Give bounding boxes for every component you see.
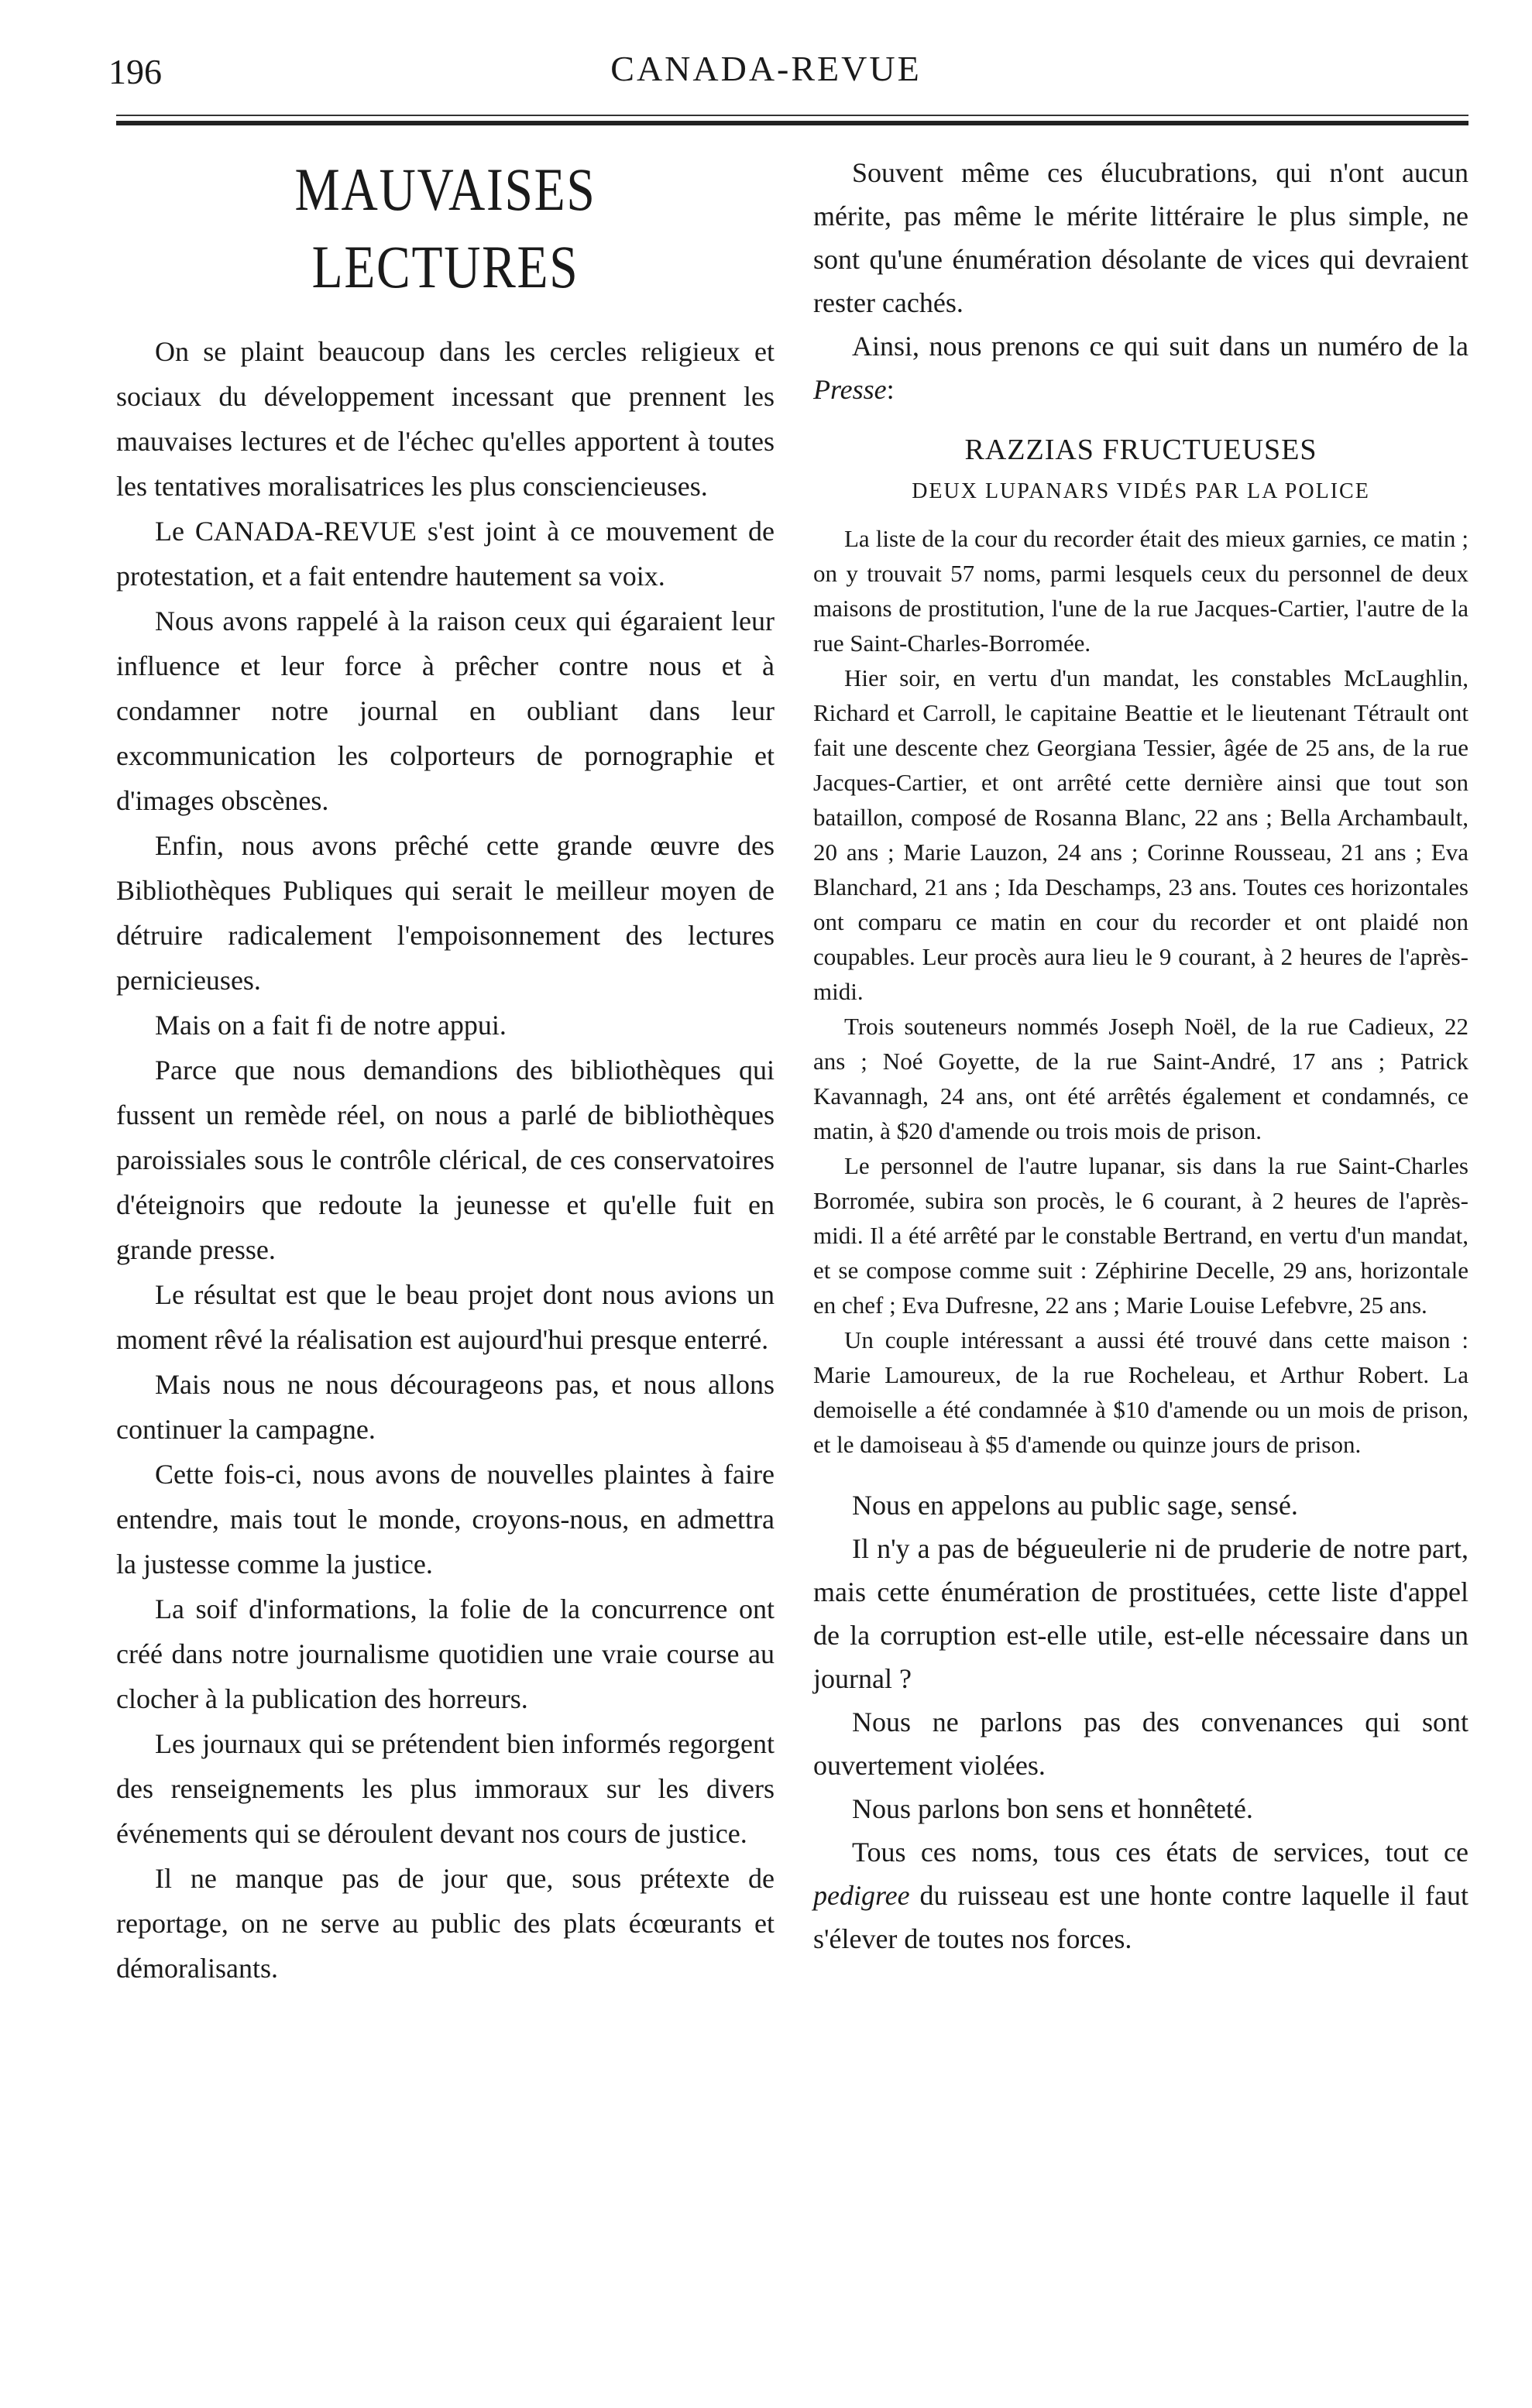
header-rule-thin xyxy=(116,115,1468,116)
left-paragraph: Mais on a fait fi de notre appui. xyxy=(155,1010,507,1041)
final-paragraph xyxy=(813,1830,1468,1960)
pedigree-word: pedigree xyxy=(813,1880,910,1911)
right-after-paragraph: Il n'y a pas de bégueulerie ni de pruderie de notre part, mais cette énumération de prostituées, cette liste d'appel de la corruption est-elle utile, est-elle nécessaire dans un journal ? xyxy=(813,1533,1468,1694)
quote-paragraph: Hier soir, en vertu d'un mandat, les constables McLaughlin, Richard et Carroll, le capitaine Beattie et le lieutenant Tétrault ont fait une descente chez Georgiana Tessier, âgée de 25 ans, de la rue Jacques-Cartier, et ont arrêté cette dernière ainsi que tout son bataillon, composé de Rosanna Blanc, 22 ans ; Bella Archambault, 20 ans ; Marie Lauzon, 24 ans ; Corinne Rousseau, 21 ans ; Eva Blanchard, 21 ans ; Ida Deschamps, 23 ans. Toutes ces horizontales ont comparu ce matin en cour du recorder et ont plaidé non coupables. Leur procès aura lieu le 9 courant, à 2 heures de l'après-midi. xyxy=(813,664,1468,1005)
right-after-paragraph: Nous ne parlons pas des convenances qui sont ouvertement violées. xyxy=(813,1707,1468,1781)
right-intro-paragraph-presse xyxy=(813,324,1468,411)
final-start: Tous ces noms, tous ces états de services, tout ce xyxy=(852,1837,1468,1868)
right-column xyxy=(813,151,1468,1960)
quote-subtitle: DEUX LUPANARS VIDÉS PAR LA POLICE xyxy=(912,479,1370,503)
page-number: 196 xyxy=(108,52,162,91)
quote-paragraph: Le personnel de l'autre lupanar, sis dans la rue Saint-Charles Borromée, subira son procès, le 6 courant, à 2 heures de l'après-midi. Il a été arrêté par le constable Bertrand, en vertu d'un mandat, et se compose comme suit : Zéphirine Decelle, 29 ans, horizontale en chef ; Eva Dufresne, 22 ans ; Marie Louise Lefebvre, 25 ans. xyxy=(813,1152,1468,1319)
article-title: MAUVAISES LECTURES xyxy=(294,156,596,300)
left-paragraph: Parce que nous demandions des bibliothèques qui fussent un remède réel, on nous a parlé de bibliothèques paroissiales sous le contrôle clérical, de ces conservatoires d'éteignoirs que redoute la jeunesse et qu'elle fuit en grande presse. xyxy=(116,1055,775,1265)
quote-paragraph: Un couple intéressant a aussi été trouvé dans cette maison : Marie Lamoureux, de la rue Rocheleau, et Arthur Robert. La demoiselle a été condamnée à $10 d'amende ou un mois de prison, et le damoiseau à $5 d'amende ou quinze jours de prison. xyxy=(813,1326,1468,1458)
left-paragraph: Mais nous ne nous décourageons pas, et nous allons continuer la campagne. xyxy=(116,1369,775,1445)
quote-title: RAZZIAS FRUCTUEUSES xyxy=(964,434,1317,466)
right-intro-paragraph: Souvent même ces élucubrations, qui n'ont aucun mérite, pas même le mérite littéraire le plus simple, ne sont qu'une énumération désolante de vices qui devraient rester cachés. xyxy=(813,157,1468,318)
final-end: du ruisseau est une honte contre laquelle il faut s'élever de toutes nos forces. xyxy=(813,1880,1468,1954)
header-rule-thick xyxy=(116,121,1468,125)
left-paragraph: Il ne manque pas de jour que, sous prétexte de reportage, on ne serve au public des plats écœurants et démoralisants. xyxy=(116,1863,775,1984)
left-column xyxy=(116,151,775,1991)
quoted-article xyxy=(813,521,1468,1462)
intro-text: Ainsi, nous prenons ce qui suit dans un numéro de la xyxy=(852,331,1468,362)
left-paragraph: La soif d'informations, la folie de la concurrence ont créé dans notre journalisme quotidien une vraie course au clocher à la publication des horreurs. xyxy=(116,1593,775,1714)
running-head: CANADA-REVUE xyxy=(610,49,922,88)
presse-colon: : xyxy=(886,374,895,405)
left-paragraph: Enfin, nous avons prêché cette grande œuvre des Bibliothèques Publiques qui serait le meilleur moyen de détruire radicalement l'empoisonnement des lectures pernicieuses. xyxy=(116,830,775,996)
left-paragraph: Le CANADA-REVUE s'est joint à ce mouvement de protestation, et a fait entendre hautement sa voix. xyxy=(116,516,775,592)
right-after-paragraph: Nous parlons bon sens et honnêteté. xyxy=(852,1793,1253,1824)
left-paragraph: Nous avons rappelé à la raison ceux qui égaraient leur influence et leur force à prêcher contre nous et à condamner notre journal en oubliant dans leur excommunication les colporteurs de pornographie et d'images obscènes. xyxy=(116,605,775,816)
left-paragraph: Les journaux qui se prétendent bien informés regorgent des renseignements les plus immoraux sur les divers événements qui se déroulent devant nos cours de justice. xyxy=(116,1728,775,1849)
left-paragraph: Le résultat est que le beau projet dont nous avions un moment rêvé la réalisation est aujourd'hui presque enterré. xyxy=(116,1279,775,1355)
quote-paragraph: La liste de la cour du recorder était des mieux garnies, ce matin ; on y trouvait 57 noms, parmi lesquels ceux du personnel de deux maisons de prostitution, l'une de la rue Jacques-Cartier, l'autre de la rue Saint-Charles-Borromée. xyxy=(813,525,1468,657)
right-after-paragraph: Nous en appelons au public sage, sensé. xyxy=(852,1490,1298,1521)
left-paragraph: Cette fois-ci, nous avons de nouvelles plaintes à faire entendre, mais tout le monde, croyons-nous, en admettra la justesse comme la justice. xyxy=(116,1459,775,1580)
left-paragraph: On se plaint beaucoup dans les cercles religieux et sociaux du développement incessant que prennent les mauvaises lectures et de l'échec qu'elles apportent à toutes les tentatives moralisatrices les plus consciencieuses. xyxy=(116,336,775,502)
presse-name: Presse xyxy=(813,374,887,405)
quote-paragraph: Trois souteneurs nommés Joseph Noël, de la rue Cadieux, 22 ans ; Noé Goyette, de la rue Saint-André, 17 ans ; Patrick Kavannagh, 24 ans, ont été arrêtés également et condamnés, ce matin, à $20 d'amende ou trois mois de prison. xyxy=(813,1013,1468,1144)
